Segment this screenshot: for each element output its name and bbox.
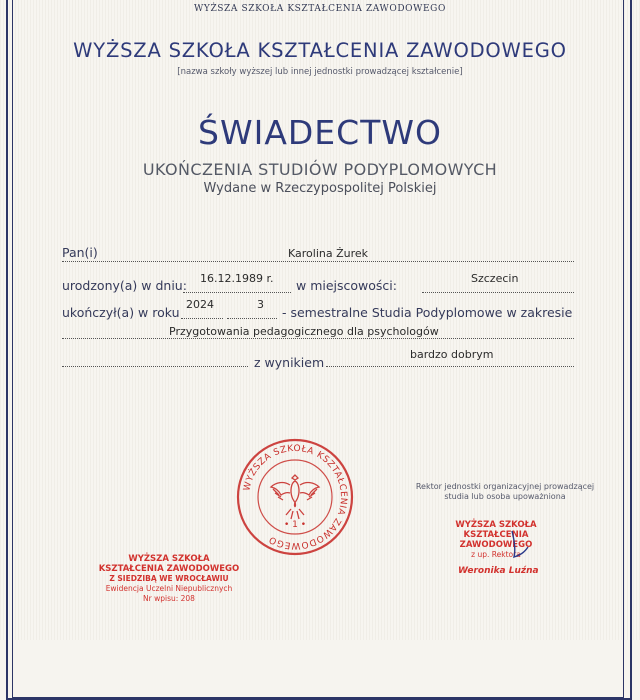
school-stamp-line2: KSZTAŁCENIA ZAWODOWEGO — [98, 564, 240, 574]
result-value: bardzo dobrym — [410, 348, 494, 361]
certificate-title: ŚWIADECTWO — [198, 113, 442, 152]
year-value: 2024 — [186, 298, 214, 311]
place-value: Szczecin — [471, 272, 519, 285]
result-label: z wynikiem — [254, 355, 325, 370]
born-label: urodzony(a) w dniu: — [62, 278, 187, 293]
result-line — [326, 366, 574, 367]
field-value: Przygotowania pedagogicznego dla psychologów — [169, 325, 439, 338]
rector-note-line2: studia lub osoba upoważniona — [444, 492, 566, 501]
handwritten-signature — [500, 525, 540, 565]
completed-label: ukończył(a) w roku — [62, 305, 180, 320]
issued-note: Wydane w Rzeczypospolitej Polskiej — [203, 181, 437, 196]
field-line — [62, 338, 574, 339]
top-school-header: WYŻSZA SZKOŁA KSZTAŁCENIA ZAWODOWEGO — [194, 4, 446, 14]
school-stamp-line4: Ewidencja Uczelni Niepublicznych — [105, 584, 233, 593]
school-note: [nazwa szkoły wyższej lub innej jednostki prowadzącej kształcenie] — [177, 67, 463, 77]
rector-name: Weronika Luźna — [458, 566, 539, 576]
rector-note-line1: Rektor jednostki organizacyjnej prowadzącej — [415, 482, 595, 491]
rector-note — [390, 482, 620, 502]
certificate-subtitle: UKOŃCZENIA STUDIÓW PODYPLOMOWYCH — [142, 160, 498, 179]
semesters-line — [227, 318, 277, 319]
school-stamp-line1: WYŻSZA SZKOŁA — [128, 554, 210, 564]
born-line — [183, 292, 291, 293]
rector-stamp-line3: z up. Rektora — [471, 550, 521, 559]
rector-stamp-line1: WYŻSZA SZKOŁA — [455, 520, 537, 530]
pan-value: Karolina Żurek — [288, 247, 369, 260]
school-stamp-line5: Nr wpisu: 208 — [143, 594, 195, 603]
place-line — [422, 292, 574, 293]
seal-ring-text: WYŻSZA SZKOŁA KSZTAŁCENIA ZAWODOWEGO — [242, 443, 349, 551]
rector-stamp-line2: KSZTAŁCENIA ZAWODOWEGO — [459, 530, 533, 550]
school-stamp — [84, 554, 254, 604]
seal-number: • 1 • — [283, 520, 307, 530]
born-value: 16.12.1989 r. — [200, 272, 274, 285]
result-left-line — [62, 366, 248, 367]
eagle-emblem-icon — [271, 475, 319, 519]
year-line — [181, 318, 223, 319]
studies-label: - semestralne Studia Podyplomowe w zakresie — [282, 305, 573, 320]
school-name: WYŻSZA SZKOŁA KSZTAŁCENIA ZAWODOWEGO — [73, 39, 567, 62]
pan-label: Pan(i) — [62, 245, 98, 260]
school-stamp-line3: Z SIEDZIBĄ WE WROCŁAWIU — [109, 574, 229, 583]
semesters-value: 3 — [257, 298, 264, 311]
pan-line — [62, 261, 574, 262]
official-round-seal — [235, 437, 355, 557]
place-label: w miejscowości: — [296, 278, 397, 293]
